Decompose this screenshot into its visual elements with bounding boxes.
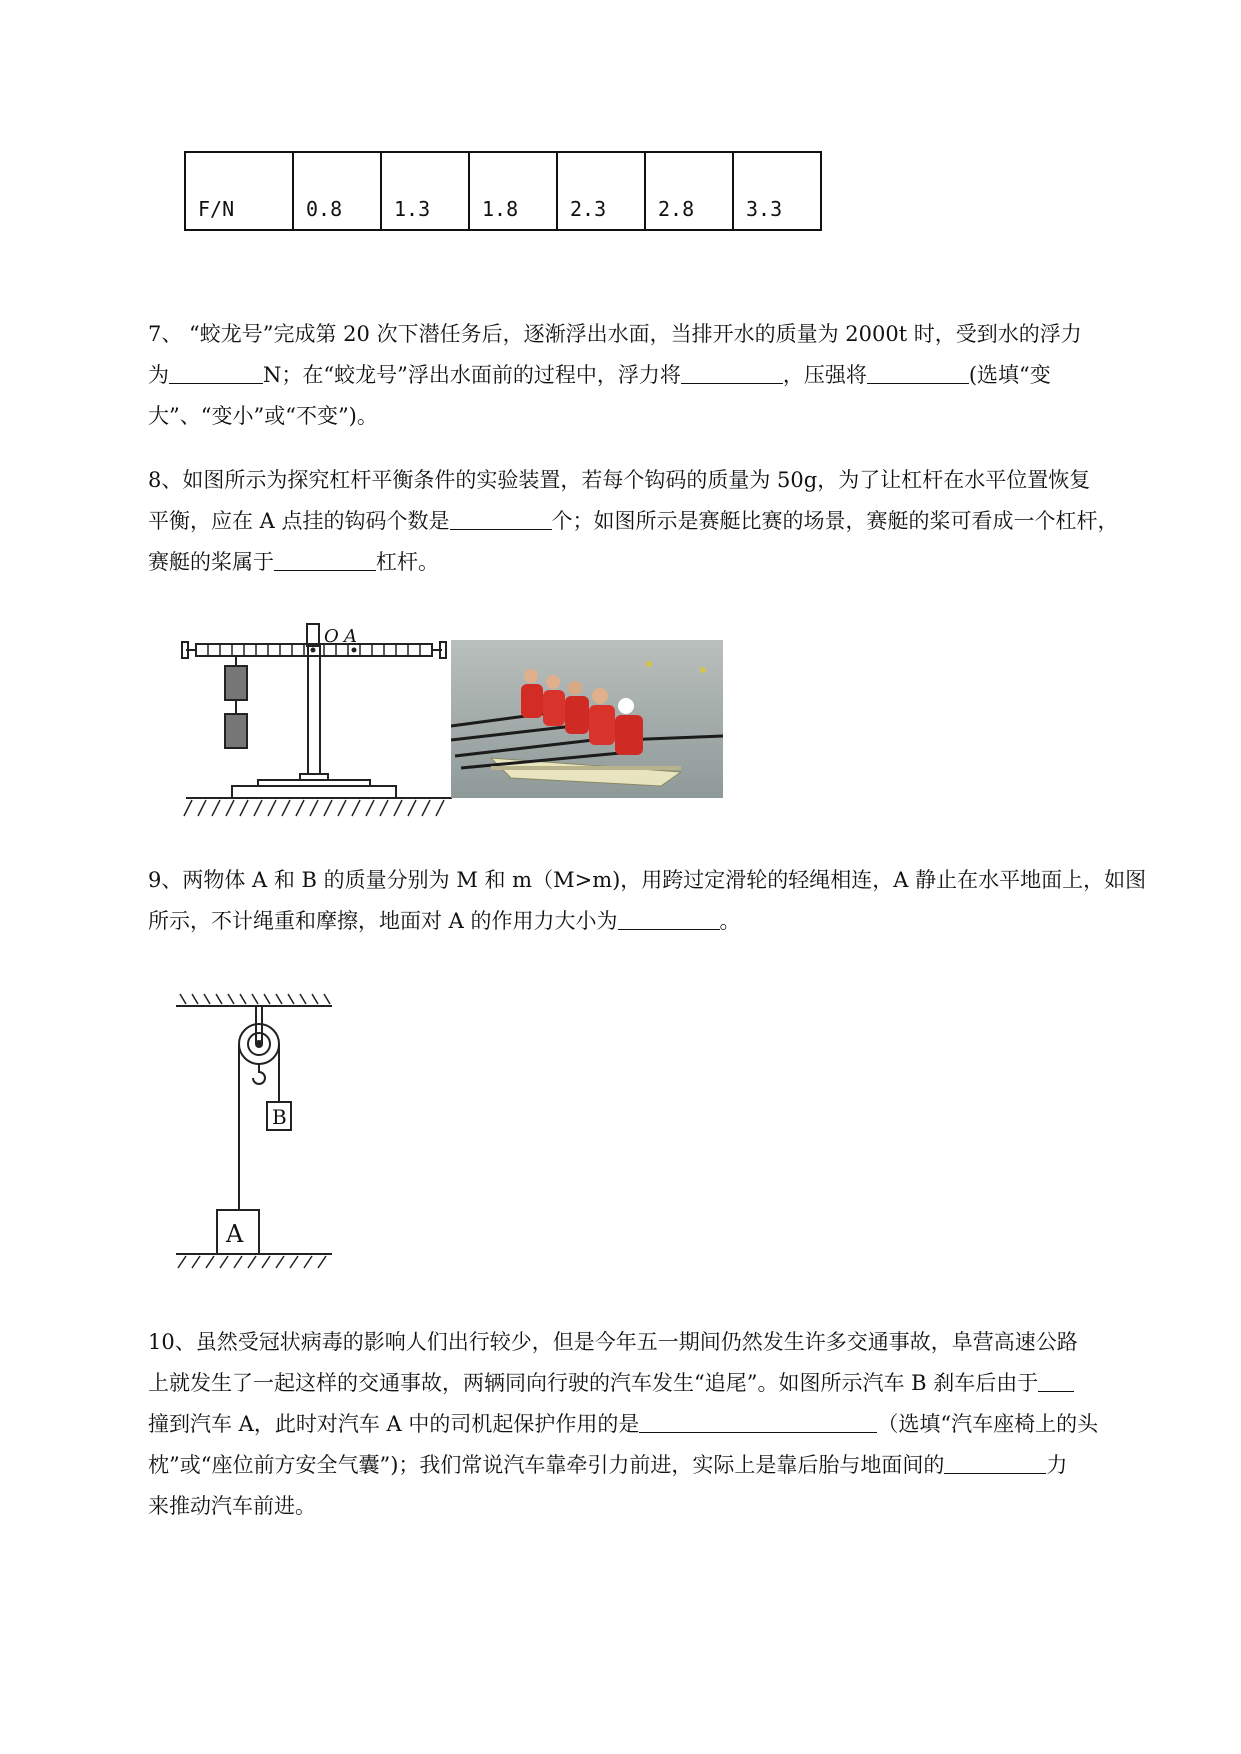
table-cell: 0.8 <box>293 152 381 230</box>
q7-line-3: 大”、“变小”或“不变”)。 <box>148 404 378 428</box>
q10-line-1: 10、虽然受冠状病毒的影响人们出行较少，但是今年五一期间仍然发生许多交通事故，阜营高速公路 <box>148 1330 1078 1354</box>
q8-line-2 <box>148 501 1164 542</box>
q10-text: 上就发生了一起这样的交通事故，两辆同向行驶的汽车发生“追尾”。如图所示汽车 B 刹车后由于 <box>148 1371 1039 1395</box>
q10-text: 撞到汽车 A，此时对汽车 A 中的司机起保护作用的是 <box>148 1412 640 1436</box>
answer-blank[interactable] <box>681 357 783 384</box>
q7-text: N；在“蛟龙号”浮出水面前的过程中，浮力将 <box>263 363 681 387</box>
q10-text: 枕”或“座位前方安全气囊”)；我们常说汽车靠牵引力前进，实际上是靠后胎与地面间的 <box>148 1453 945 1477</box>
q8-text: 杠杆。 <box>376 550 439 574</box>
table-cell: 2.8 <box>645 152 733 230</box>
q10-line-4 <box>148 1445 1164 1486</box>
lever-apparatus-figure <box>178 618 454 824</box>
q7-text: 为 <box>148 363 169 387</box>
q10-text: （选填“汽车座椅上的头 <box>877 1412 1099 1436</box>
answer-blank[interactable] <box>639 1406 877 1433</box>
q9-text: 。 <box>719 909 741 933</box>
q8-line-3 <box>148 542 1164 583</box>
answer-blank[interactable] <box>1038 1365 1074 1392</box>
answer-blank[interactable] <box>450 503 552 530</box>
answer-blank[interactable] <box>867 357 969 384</box>
table-cell: 1.8 <box>469 152 557 230</box>
table-cell: 1.3 <box>381 152 469 230</box>
question-7 <box>148 314 1164 437</box>
q10-line-2 <box>148 1363 1164 1404</box>
table-cell: 2.3 <box>557 152 645 230</box>
q9-text: 所示，不计绳重和摩擦，地面对 A 的作用力大小为 <box>148 909 618 933</box>
q10-text: 力 <box>1046 1453 1068 1477</box>
answer-blank[interactable] <box>618 903 720 930</box>
answer-blank[interactable] <box>944 1447 1046 1474</box>
q7-line-1: 7、 “蛟龙号”完成第 20 次下潜任务后，逐渐浮出水面，当排开水的质量为 2000t 时，受到水的浮力 <box>148 322 1082 346</box>
q9-line-1: 9、两物体 A 和 B 的质量分别为 M 和 m（M>m)，用跨过定滑轮的轻绳相连，A 静止在水平地面上，如图 <box>148 868 1147 892</box>
question-8 <box>148 460 1164 583</box>
label-a: A <box>344 626 357 647</box>
table-header-cell: F/N <box>185 152 293 230</box>
q7-line-2 <box>148 355 1164 396</box>
q8-text: 赛艇的桨属于 <box>148 550 274 574</box>
table-row <box>185 152 821 230</box>
force-table <box>184 151 822 231</box>
label-b: B <box>272 1105 287 1129</box>
label-o: O <box>324 626 339 647</box>
question-10 <box>148 1322 1164 1527</box>
q7-text: (选填“变 <box>968 363 1051 387</box>
q8-line-1: 8、如图所示为探究杠杆平衡条件的实验装置，若每个钩码的质量为 50g，为了让杠杆在水平位置恢复 <box>148 468 1091 492</box>
answer-blank[interactable] <box>169 357 263 384</box>
rowing-photo <box>451 640 723 798</box>
pulley-figure <box>172 992 338 1274</box>
q8-text: 平衡，应在 A 点挂的钩码个数是 <box>148 509 450 533</box>
answer-blank[interactable] <box>274 544 376 571</box>
q7-text: ，压强将 <box>782 363 867 387</box>
q10-line-5: 来推动汽车前进。 <box>148 1494 316 1518</box>
table-cell: 3.3 <box>733 152 821 230</box>
question-9 <box>148 860 1164 942</box>
q10-line-3 <box>148 1404 1164 1445</box>
q8-text: 个；如图所示是赛艇比赛的场景，赛艇的桨可看成一个杠杆， <box>551 509 1119 533</box>
label-a: A <box>226 1220 244 1248</box>
q9-line-2 <box>148 901 1164 942</box>
